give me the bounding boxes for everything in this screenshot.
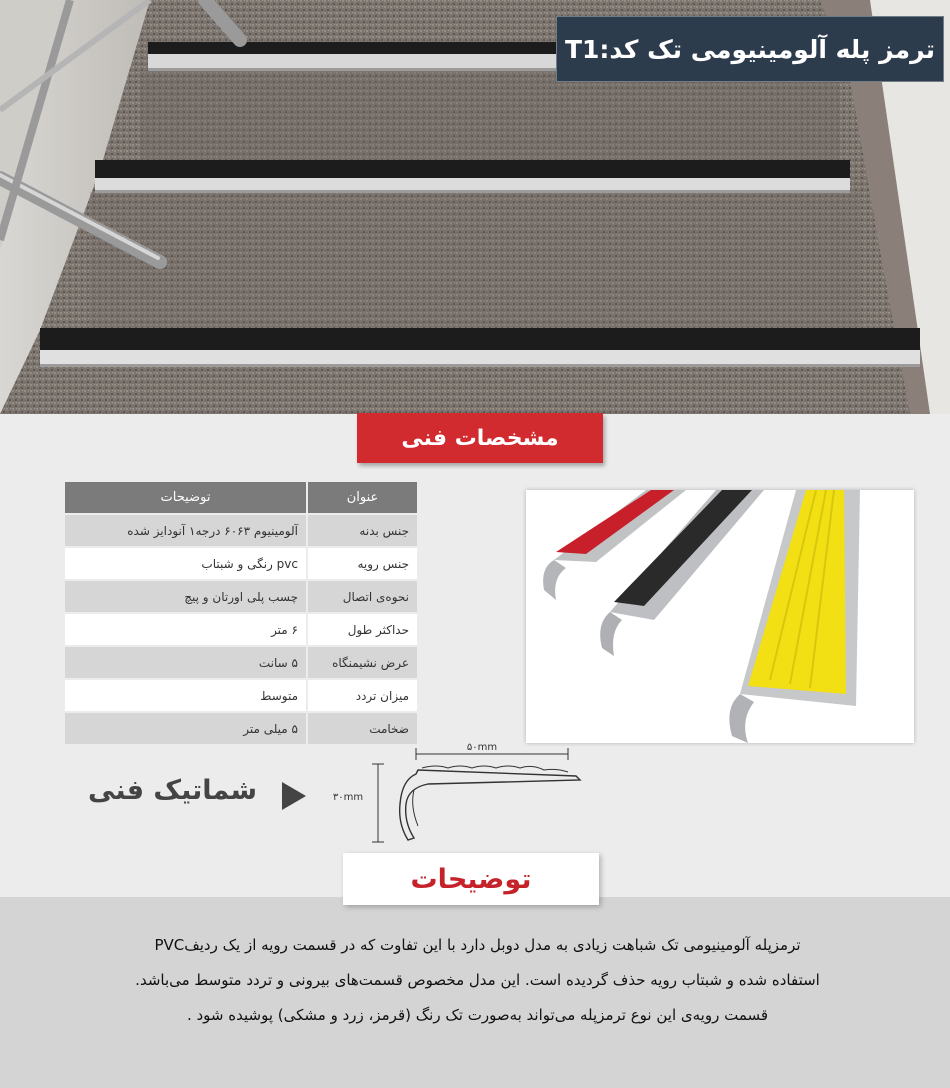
description-line: ترمزپله آلومینیومی تک شباهت زیادی به مدل دوبل دارد با این تفاوت که در قسمت رویه از یک ردیفPVC <box>154 936 801 954</box>
description-line: قسمت رویه‌ی این نوع ترمزپله می‌تواند به‌صورت تک رنگ (قرمز، زرد و مشکی) پوشیده شود . <box>186 1006 769 1024</box>
table-row <box>64 679 418 712</box>
height-dimension: ۳۰mm <box>332 792 364 803</box>
specs-banner: مشخصات فنی <box>357 413 603 463</box>
arrow-right-icon <box>282 782 306 810</box>
yellow-profile <box>729 490 860 743</box>
spec-value: pvc رنگی و شبتاب <box>64 547 307 580</box>
schematic-label: شماتیک فنی <box>88 775 258 806</box>
spec-value: آلومینیوم ۶۰۶۳ درجه۱ آنودایز شده <box>64 514 307 547</box>
description-banner: توضیحات <box>343 853 599 905</box>
spec-value: ۵ سانت <box>64 646 307 679</box>
product-image <box>526 490 914 743</box>
column-header-description: توضیحات <box>64 481 307 514</box>
column-header-title: عنوان <box>307 481 418 514</box>
table-row <box>64 646 418 679</box>
spec-key: حداکثر طول <box>307 613 418 646</box>
spec-value: متوسط <box>64 679 307 712</box>
spec-value: چسب پلی اورتان و پیچ <box>64 580 307 613</box>
spec-key: میزان تردد <box>307 679 418 712</box>
table-row <box>64 547 418 580</box>
technical-schematic <box>318 740 588 850</box>
spec-value: ۵ میلی متر <box>64 712 307 745</box>
description-text <box>30 928 925 1033</box>
spec-value: ۶ متر <box>64 613 307 646</box>
spec-key: جنس رویه <box>307 547 418 580</box>
specs-table-header <box>64 481 418 514</box>
hero-photo <box>0 0 950 414</box>
profile-strips-illustration <box>526 490 914 743</box>
description-line: استفاده شده و شبتاب رویه حذف گردیده است. این مدل مخصوص قسمت‌های بیرونی و تردد متوسط می‌باشد. <box>135 971 820 989</box>
spec-key: نحوه‌ی اتصال <box>307 580 418 613</box>
table-row <box>64 613 418 646</box>
spec-key: ضخامت <box>307 712 418 745</box>
table-row <box>64 580 418 613</box>
width-dimension: ۵۰mm <box>466 742 498 753</box>
product-title: ترمز پله آلومینیومی تک کد:T1 <box>556 16 944 82</box>
specs-table <box>63 480 419 746</box>
spec-key: جنس بدنه <box>307 514 418 547</box>
spec-key: عرض نشیمنگاه <box>307 646 418 679</box>
table-row <box>64 514 418 547</box>
